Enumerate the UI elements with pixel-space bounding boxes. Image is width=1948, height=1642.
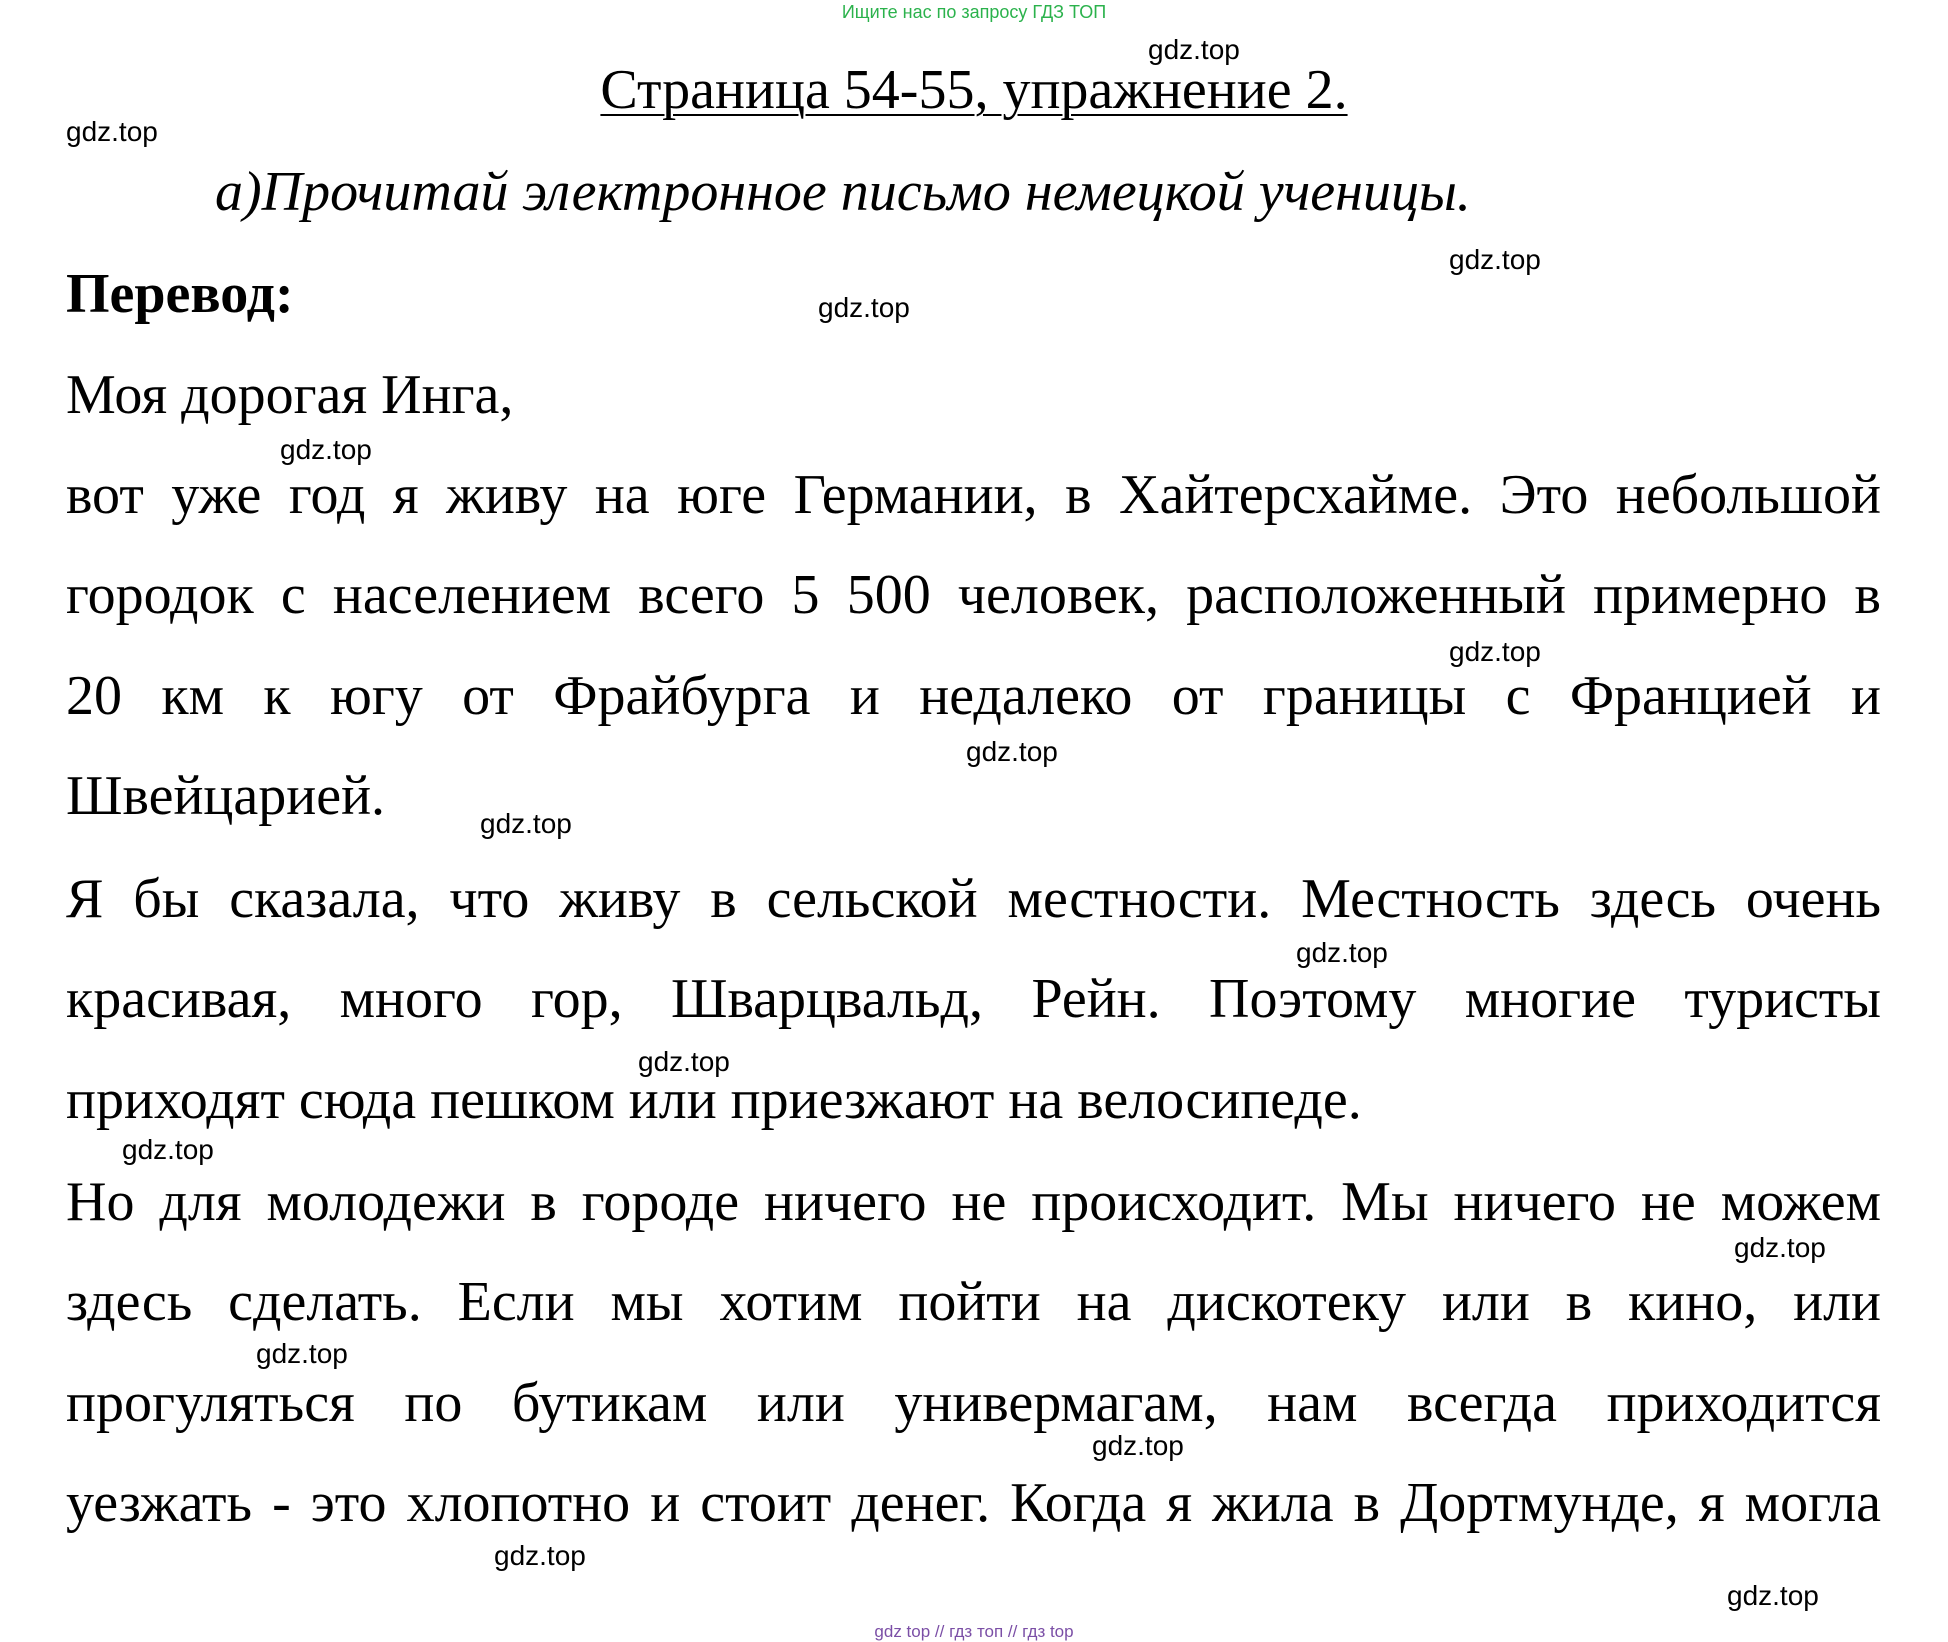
text-line: городок с населением всего 5 500 человек, расположенный примерно в — [66, 564, 1881, 626]
text-line: приходят сюда пешком или приезжают на велосипеде. — [66, 1069, 1362, 1131]
watermark: gdz.top — [638, 1046, 730, 1077]
watermark: gdz.top — [1092, 1430, 1184, 1461]
text-line: здесь сделать. Если мы хотим пойти на дискотеку или в кино, или — [66, 1271, 1881, 1333]
watermark: gdz.top — [280, 434, 372, 465]
text-line: Моя дорогая Инга, — [66, 364, 514, 426]
text-line: Но для молодежи в городе ничего не происходит. Мы ничего не можем — [66, 1171, 1881, 1233]
text-line: Швейцарией. — [66, 765, 386, 827]
text-line: красивая, много гор, Шварцвальд, Рейн. Поэтому многие туристы — [66, 968, 1881, 1030]
watermark: gdz.top — [494, 1540, 586, 1571]
watermark: gdz.top — [480, 808, 572, 839]
page-title: Страница 54-55, упражнение 2. — [600, 59, 1348, 121]
footer-watermark: gdz top // гдз топ // гдз top — [874, 1622, 1074, 1641]
search-hint-banner: Ищите нас по запросу ГДЗ ТОП — [841, 2, 1107, 22]
text-line: Я бы сказала, что живу в сельской местности. Местность здесь очень — [66, 868, 1881, 930]
watermark: gdz.top — [1148, 34, 1240, 65]
watermark: gdz.top — [256, 1338, 348, 1369]
watermark: gdz.top — [966, 736, 1058, 767]
translation-heading: Перевод: — [66, 263, 294, 325]
watermark: gdz.top — [1296, 937, 1388, 968]
watermark: gdz.top — [122, 1134, 214, 1165]
watermark: gdz.top — [1449, 244, 1541, 275]
text-line: вот уже год я живу на юге Германии, в Хайтерсхайме. Это небольшой — [66, 464, 1881, 526]
watermark: gdz.top — [66, 116, 158, 147]
watermark: gdz.top — [1734, 1232, 1826, 1263]
text-line: 20 км к югу от Фрайбурга и недалеко от границы с Францией и — [66, 665, 1881, 727]
watermark: gdz.top — [818, 292, 910, 323]
text-line: уезжать - это хлопотно и стоит денег. Когда я жила в Дортмунде, я могла — [66, 1472, 1881, 1534]
watermark: gdz.top — [1449, 636, 1541, 667]
text-line: прогуляться по бутикам или универмагам, нам всегда приходится — [66, 1372, 1881, 1434]
exercise-task: а)Прочитай электронное письмо немецкой ученицы. — [215, 161, 1471, 223]
watermark: gdz.top — [1727, 1580, 1819, 1611]
